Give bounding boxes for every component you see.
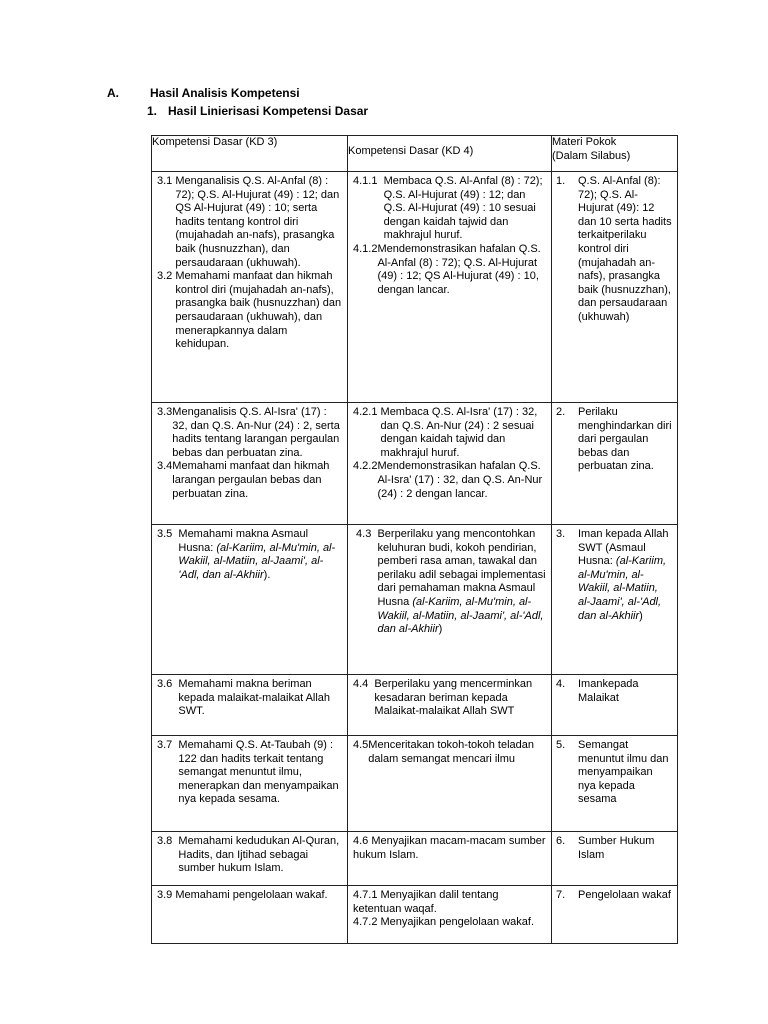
materi-text: Imankepada Malaikat [578,678,639,704]
table-header-row [152,136,678,172]
materi-text: Perilaku menghindarkan diri dari pergaulan bebas dan perbuatan zina. [578,406,672,473]
table-row [152,832,678,886]
section-title: Hasil Analisis Kompetensi [150,86,300,100]
table-row [152,172,678,403]
kd4-item: 4.5 Menceritakan tokoh-tokoh teladan dalam semangat mencari ilmu [353,739,535,765]
kd4-item: 4.4 Berperilaku yang mencerminkan kesadaran beriman kepada Malaikat-malaikat Allah SWT [353,678,533,718]
table-row [152,675,678,736]
section-letter: A. [107,86,119,100]
table-row [152,886,678,944]
table-row [152,736,678,832]
kd3-cell [152,832,348,886]
kd3-cell: 3.9 Memahami pengelolaan wakaf. [152,886,348,944]
header-kd4: Kompetensi Dasar (KD 4) [348,136,552,172]
kd3-item: 3.6 Memahami makna beriman kepada malaikat-malaikat Allah SWT. [157,678,331,718]
header-materi: Materi Pokok (Dalam Silabus) [552,136,678,172]
kd4-item: 4.2.2 Mendemonstrasikan hafalan Q.S. Al-Isra' (17) : 32, dan Q.S. An-Nur (24) : 2 dengan lancar. [353,460,543,500]
materi-cell: 4. Imankepada Malaikat [552,675,678,736]
kd3-item: 3.4 Memahami manfaat dan hikmah larangan pergaulan bebas dan perbuatan zina. [157,460,330,500]
kd4-line: 4.7.1 Menyajikan dalil tentang ketentuan waqaf. [353,889,499,915]
kd4-cell [348,525,552,675]
kd4-cell [348,675,552,736]
subsection-number: 1. [147,104,158,118]
kd4-cell [348,172,552,403]
kd4-line: 4.7.2 Menyajikan pengelolaan wakaf. [353,916,535,929]
kd4-cell [348,886,552,944]
kd4-item: 4.3 Berperilaku yang mencontohkan keluhuran budi, kokoh pendirian, pemberi rasa aman, tawakal dan perilaku adil sebagai implementasi dari pemahaman makna Asmaul Husna (al-Kariim, al-Mu'min, al-Wakiil, al-Matiin, al-Jaami', al-'Adl, dan al-Akhiir) [353,528,546,636]
kd4-item: 4.1.2 Mendemonstrasikan hafalan Q.S. Al-Anfal (8) : 72); Q.S. Al-Hujurat (49) : 12; QS Al-Hujurat (49) : 10, dengan lancar. [353,242,541,296]
kd3-item: 3.1 Menganalisis Q.S. Al-Anfal (8) : 72); Q.S. Al-Hujurat (49) : 12; dan QS Al-Hujurat (49) : 10; serta hadits tentang kontrol diri (mujahadah an-nafs), prasangka baik (husnuzzhan), dan persaudaraan (ukhuwah). [157,175,340,269]
kd3-cell [152,525,348,675]
kd3-cell [152,403,348,525]
materi-text: Semangat menuntut ilmu dan menyampaikan nya kepada sesama [578,739,669,806]
table-row [152,525,678,675]
kd3-item: 3.2 Memahami manfaat dan hikmah kontrol diri (mujahadah an-nafs), prasangka baik (husnuzzhan) dan persaudaraan (ukhuwah), dan menerapkannya dalam kehidupan. [157,270,342,351]
materi-text: Sumber Hukum Islam [578,835,655,861]
kd3-cell [152,675,348,736]
materi-cell: 3. Iman kepada Allah SWT (Asmaul Husna: (al-Kariim, al-Mu'min, al-Wakiil, al-Matiin, al-Jaami', al-'Adl, dan al-Akhiir) [552,525,678,675]
kd3-cell [152,736,348,832]
header-kd3: Kompetensi Dasar (KD 3) [152,136,348,172]
kd3-item: 3.5 Memahami makna Asmaul Husna: (al-Kariim, al-Mu'min, al-Wakiil, al-Matiin, al-Jaami', al-'Adl, dan al-Akhiir). [157,528,336,581]
kd3-item: 3.8 Memahami kedudukan Al-Quran, Hadits, dan Ijtihad sebagai sumber hukum Islam. [157,835,340,875]
materi-text: Iman kepada Allah SWT (Asmaul Husna: (al-Kariim, al-Mu'min, al-Wakiil, al-Matiin, al-Jaami', al-'Adl, dan al-Akhiir) [578,528,669,622]
kd3-cell [152,172,348,403]
kd4-cell [348,736,552,832]
materi-text: Pengelolaan wakaf [578,889,671,901]
kd4-item: 4.2.1 Membaca Q.S. Al-Isra' (17) : 32, dan Q.S. An-Nur (24) : 2 sesuai dengan kaidah tajwid dan makhrajul huruf. [353,406,538,459]
materi-cell: 7. Pengelolaan wakaf [552,886,678,944]
materi-cell: 6. Sumber Hukum Islam [552,832,678,886]
subsection-title: Hasil Linierisasi Kompetensi Dasar [168,104,369,118]
kd3-item: 3.3 Menganalisis Q.S. Al-Isra' (17) : 32, dan Q.S. An-Nur (24) : 2, serta hadits tentang larangan pergaulan bebas dan perbuatan zina. [157,406,340,459]
kd3-item: 3.7 Memahami Q.S. At-Taubah (9) : 122 dan hadits terkait tentang semangat menuntut ilmu, menerapkan dan menyampaikan nya kepada sesama. [157,739,339,806]
kd4-cell [348,403,552,525]
kd4-cell: 4.6 Menyajikan macam-macam sumber hukum Islam. [348,832,552,886]
materi-cell: 1. Q.S. Al-Anfal (8): 72); Q.S. Al-Hujurat (49): 12 dan 10 serta hadits terkaitperilaku kontrol diri (mujahadah an-nafs), prasangka baik (husnuzzhan), dan persaudaraan (ukhuwah) [552,172,678,403]
materi-cell: 5. Semangat menuntut ilmu dan menyampaikan nya kepada sesama [552,736,678,832]
competency-table [151,135,678,944]
kd4-item: 4.1.1 Membaca Q.S. Al-Anfal (8) : 72); Q.S. Al-Hujurat (49) : 12; dan Q.S. Al-Hujurat (49) : 10 sesuai dengan kaidah tajwid dan makhrajul huruf. [353,175,543,242]
materi-cell: 2. Perilaku menghindarkan diri dari pergaulan bebas dan perbuatan zina. [552,403,678,525]
materi-text: Q.S. Al-Anfal (8): 72); Q.S. Al-Hujurat (49): 12 dan 10 serta hadits terkaitperilaku kontrol diri (mujahadah an-nafs), prasangka baik (husnuzzhan), dan persaudaraan (ukhuwah) [578,175,672,323]
table-row [152,403,678,525]
